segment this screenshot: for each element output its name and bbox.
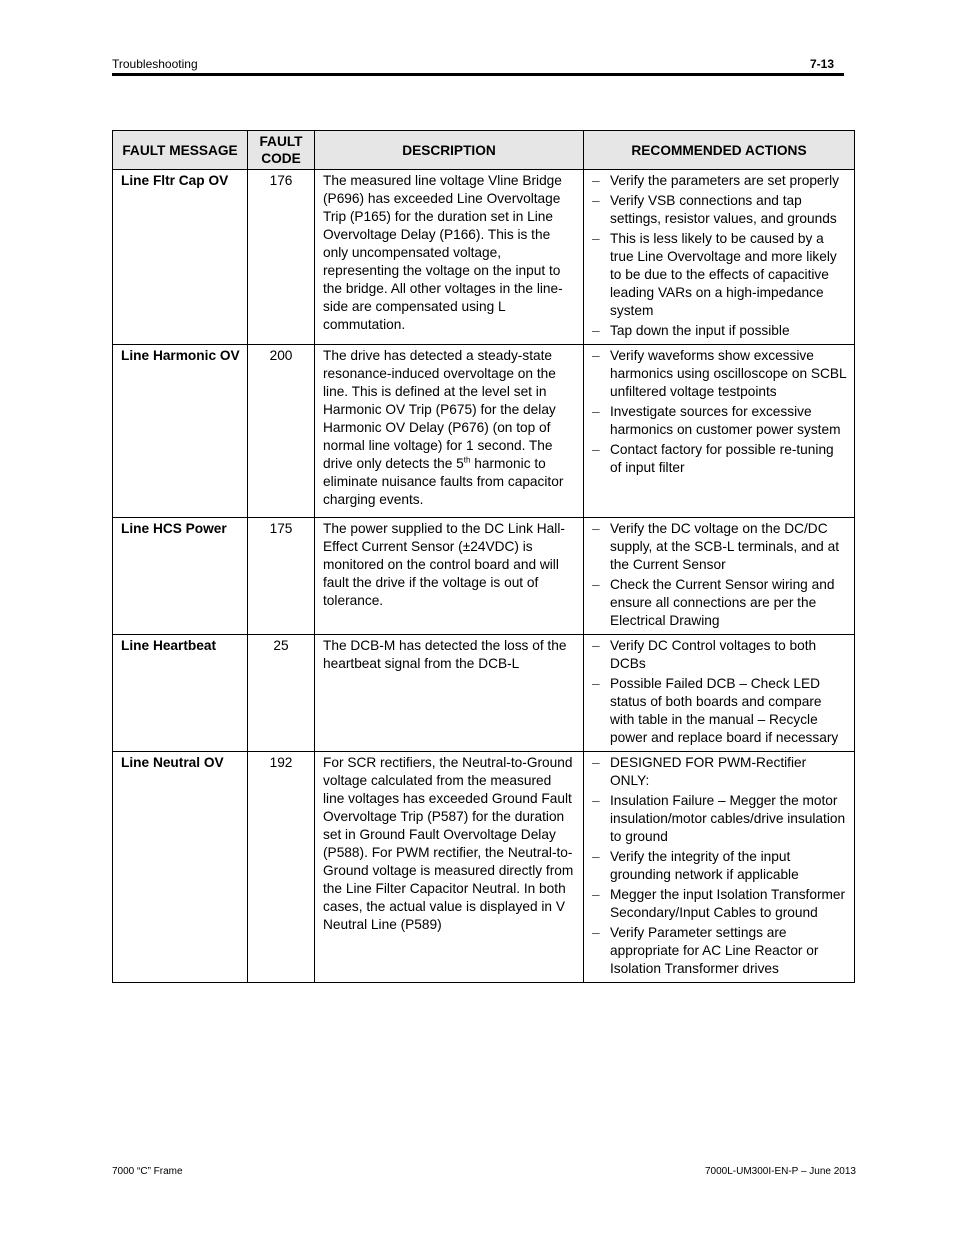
fault-message: Line Harmonic OV	[113, 345, 248, 518]
fault-code: 192	[248, 752, 315, 983]
ordinal-suffix: th	[463, 455, 471, 465]
column-header-recommended-actions: RECOMMENDED ACTIONS	[584, 131, 855, 170]
description-text: harmonic to eliminate nuisance faults from capacitor charging events.	[323, 456, 564, 507]
fault-code: 175	[248, 518, 315, 635]
recommended-actions	[584, 170, 855, 345]
description-text: The drive has detected a steady-state resonance-induced overvoltage on the line. This is defined at the level set in Harmonic OV Trip (P675) for the delay Harmonic OV Delay (P676) (on top of normal line voltage) for 1 second. The drive only detects the 5	[323, 348, 556, 471]
action-item: – Verify the integrity of the input grounding network if applicable	[592, 848, 848, 884]
fault-message: Line Heartbeat	[113, 635, 248, 752]
fault-code: 25	[248, 635, 315, 752]
fault-table	[112, 130, 855, 983]
recommended-actions	[584, 345, 855, 518]
page-number: 7-13	[809, 57, 834, 71]
fault-description: The DCB-M has detected the loss of the heartbeat signal from the DCB-L	[315, 635, 584, 752]
table-row	[113, 635, 855, 752]
fault-code: 176	[248, 170, 315, 345]
fault-description: The power supplied to the DC Link Hall-Effect Current Sensor (±24VDC) is monitored on the control board and will fault the drive if the voltage is out of tolerance.	[315, 518, 584, 635]
fault-message: Line Fltr Cap OV	[113, 170, 248, 345]
action-item: – This is less likely to be caused by a true Line Overvoltage and more likely to be due to the effects of capacitive leading VARs on a high-impedance system	[592, 230, 848, 320]
action-item: – Verify the parameters are set properly	[592, 172, 848, 190]
fault-description	[315, 345, 584, 518]
footer-product: 7000 “C” Frame	[112, 1166, 183, 1177]
table-row	[113, 170, 855, 345]
fault-code: 200	[248, 345, 315, 518]
action-item: – Verify the DC voltage on the DC/DC supply, at the SCB-L terminals, and at the Current Sensor	[592, 520, 848, 574]
column-header-fault-message: FAULT MESSAGE	[113, 131, 248, 170]
recommended-actions	[584, 635, 855, 752]
action-item: – Investigate sources for excessive harmonics on customer power system	[592, 403, 848, 439]
action-item: – Check the Current Sensor wiring and ensure all connections are per the Electrical Drawing	[592, 576, 848, 630]
fault-description: For SCR rectifiers, the Neutral-to-Ground voltage calculated from the measured line voltages has exceeded Ground Fault Overvoltage Trip (P587) for the duration set in Ground Fault Overvoltage Delay (P588). For PWM rectifier, the Neutral-to-Ground voltage is measured directly from the Line Filter Capacitor Neutral. In both cases, the actual value is displayed in V Neutral Line (P589)	[315, 752, 584, 983]
column-header-fault-code: FAULT CODE	[248, 131, 315, 170]
column-header-description: DESCRIPTION	[315, 131, 584, 170]
action-item: – Verify DC Control voltages to both DCBs	[592, 637, 848, 673]
action-item: – Insulation Failure – Megger the motor insulation/motor cables/drive insulation to ground	[592, 792, 848, 846]
table-header-row	[113, 131, 855, 170]
section-title: Troubleshooting	[112, 57, 198, 71]
action-item: – Tap down the input if possible	[592, 322, 848, 340]
action-item: – Contact factory for possible re-tuning of input filter	[592, 441, 848, 477]
footer-doc-id: 7000L-UM300I-EN-P – June 2013	[704, 1166, 856, 1177]
recommended-actions	[584, 752, 855, 983]
action-item: – DESIGNED FOR PWM-Rectifier ONLY:	[592, 754, 848, 790]
header-rule	[112, 73, 844, 76]
action-item: – Possible Failed DCB – Check LED status of both boards and compare with table in the manual – Recycle power and replace board if necessary	[592, 675, 848, 747]
recommended-actions	[584, 518, 855, 635]
action-item: – Verify VSB connections and tap settings, resistor values, and grounds	[592, 192, 848, 228]
action-item: – Megger the input Isolation Transformer Secondary/Input Cables to ground	[592, 886, 848, 922]
fault-message: Line Neutral OV	[113, 752, 248, 983]
table-row	[113, 345, 855, 518]
table-row	[113, 752, 855, 983]
action-item: – Verify waveforms show excessive harmonics using oscilloscope on SCBL unfiltered voltage testpoints	[592, 347, 848, 401]
fault-description: The measured line voltage Vline Bridge (P696) has exceeded Line Overvoltage Trip (P165) for the duration set in Line Overvoltage Delay (P166). This is the only uncompensated voltage, representing the voltage on the input to the bridge. All other voltages in the line-side are compensated using L commutation.	[315, 170, 584, 345]
fault-message: Line HCS Power	[113, 518, 248, 635]
action-item: – Verify Parameter settings are appropriate for AC Line Reactor or Isolation Transformer drives	[592, 924, 848, 978]
table-row	[113, 518, 855, 635]
